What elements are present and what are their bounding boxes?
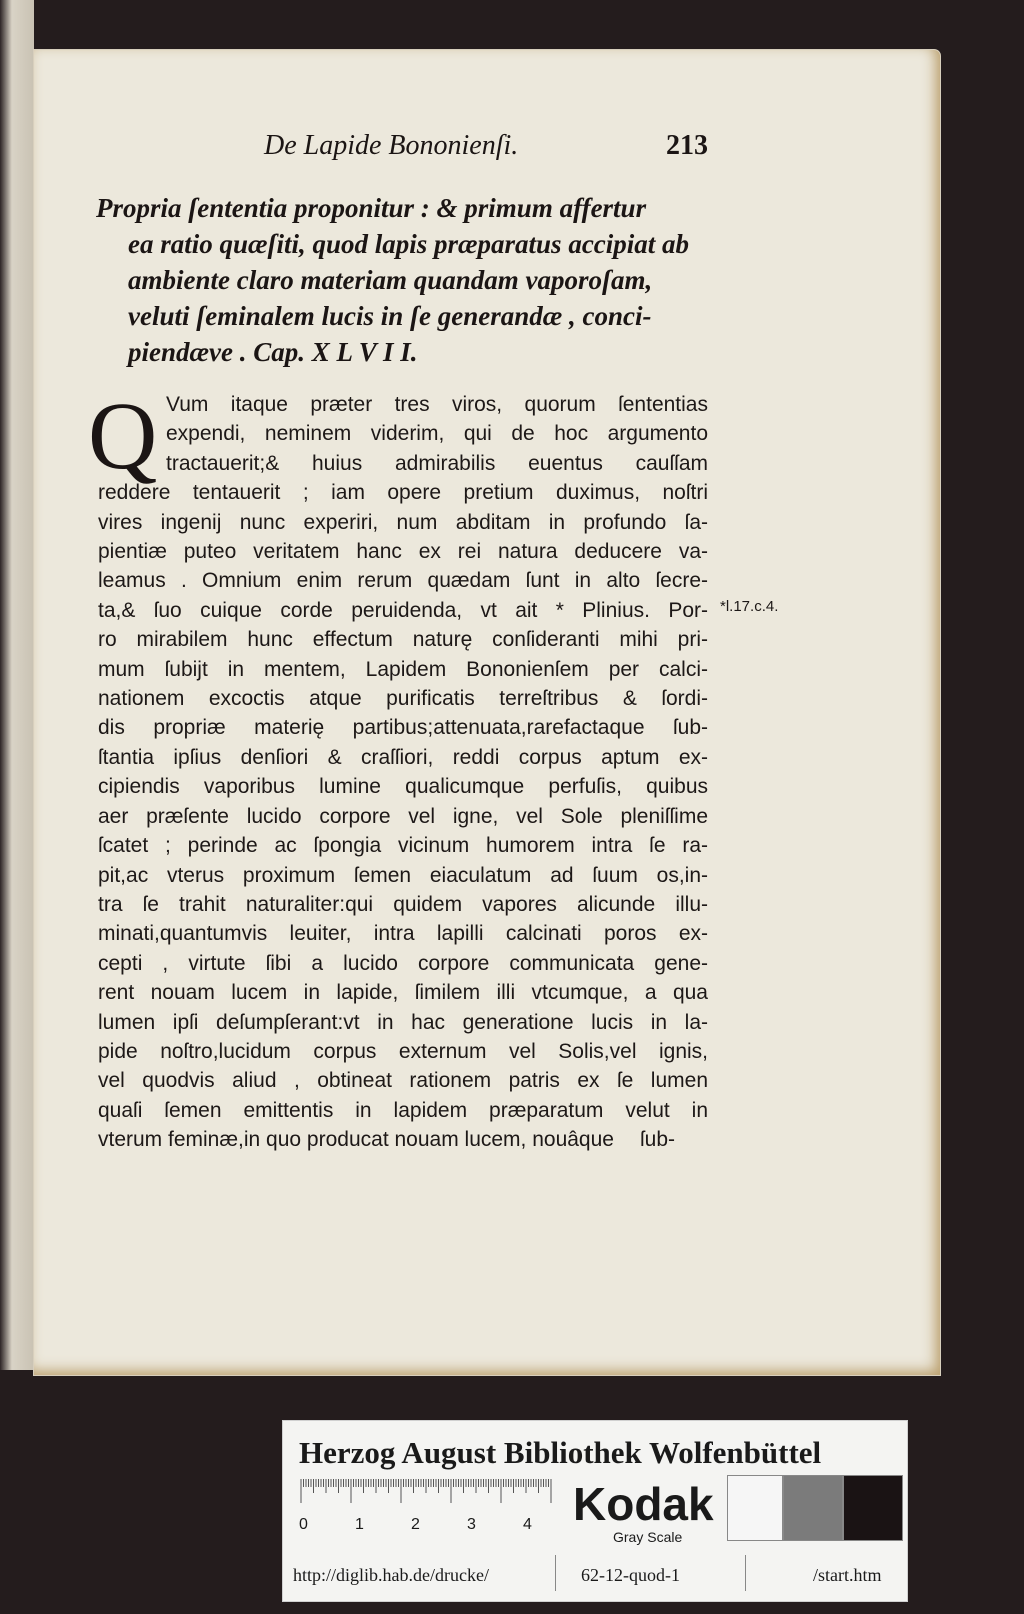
url-end: /start.htm [813, 1565, 882, 1585]
body-line: ſtantia ipſius denſiori & craſſiori, reddi corpus aptum ex- [98, 745, 708, 769]
body-line: pide noſtro,lucidum corpus externum vel Solis,vel ignis, [98, 1039, 708, 1063]
body-line: rent nouam lucem in lapide, ſimilem illi vtcumque, a qua [98, 981, 708, 1005]
heading-line: ea ratio quæſiti, quod lapis præparatus accipiat ab [128, 229, 690, 259]
body-line: vires ingenij nunc experiri, num abditam in profundo ſa- [98, 510, 708, 534]
body-line: nationem excoctis atque purificatis terreſtribus & ſordi- [98, 687, 708, 711]
ruler-number: 2 [411, 1516, 420, 1533]
ruler-number: 3 [467, 1516, 476, 1533]
body-line: pit,ac vterus proximum ſemen eiaculatum ad ſuum os,in- [98, 863, 708, 887]
heading-line: Propria ſententia proponitur : & primum affertur [96, 193, 647, 223]
body-line: aer præſente lucido corpore vel igne, vel Sole pleniſſime [98, 804, 708, 828]
body-line: dis propriæ materię partibus;attenuata,rarefactaque ſub- [98, 716, 708, 740]
book-page [34, 50, 940, 1375]
body-line: vterum feminæ,in quo producat nouam lucem, nouâque [98, 1128, 614, 1152]
url-base: http://diglib.hab.de/drucke/ [293, 1565, 489, 1585]
ruler [297, 1477, 557, 1537]
body-line: tractauerit;& huius admirabilis euentus cauſſam [166, 451, 708, 475]
chapter-heading [96, 190, 724, 370]
ruler-number: 4 [523, 1516, 532, 1533]
margin-note: *l.17.c.4. [720, 598, 779, 615]
page-number: 213 [666, 130, 708, 161]
url-divider [745, 1555, 746, 1591]
library-name: Herzog August Bibliothek Wolfenbüttel [299, 1435, 822, 1470]
body-line: minati,quantumvis leuiter, intra lapilli calcinati poros ex- [98, 922, 708, 946]
black-swatch [843, 1475, 903, 1541]
heading-line: ambiente claro materiam quandam vaporoſam, [128, 265, 653, 295]
heading-line: piendæve . Cap. X L V I I. [128, 337, 418, 367]
ruler-number: 1 [355, 1516, 364, 1533]
body-line: expendi, neminem viderim, qui de hoc argumento [166, 422, 708, 446]
body-text [98, 390, 708, 1155]
body-line: pientiæ puteo veritatem hanc ex rei natura deducere va- [98, 540, 708, 564]
url-id: 62-12-quod-1 [581, 1565, 680, 1585]
body-line: lumen ipſi deſumpſerant:vt in hac generatione lucis in la- [98, 1010, 708, 1034]
body-line: ſcatet ; perinde ac ſpongia vicinum humorem intra ſe ra- [98, 834, 708, 858]
white-swatch [727, 1475, 783, 1541]
previous-page-edge [0, 0, 34, 1370]
drop-cap: Q [88, 382, 158, 489]
ruler-number: 0 [299, 1516, 308, 1533]
running-head [234, 130, 734, 170]
kodak-logo: Kodak [573, 1478, 714, 1530]
url-divider [555, 1555, 556, 1591]
running-title: De Lapide Bononienſi. [264, 130, 519, 161]
catchword: ſub- [640, 1128, 676, 1151]
body-line: vel quodvis aliud , obtineat rationem patris ex ſe lumen [98, 1069, 708, 1093]
heading-line: veluti ſeminalem lucis in ſe generandæ , conci- [128, 301, 652, 331]
body-line: tra ſe trahit naturaliter:qui quidem vapores alicunde illu- [98, 892, 708, 916]
gray-swatch [783, 1475, 843, 1541]
body-line: cipiendis vaporibus lumine qualicumque perfuſis, quibus [98, 775, 708, 799]
body-line: mum ſubijt in mentem, Lapidem Bononienſem per calci- [98, 657, 708, 681]
body-line: quaſi ſemen emittentis in lapidem præparatum velut in [98, 1098, 708, 1122]
body-line: leamus . Omnium enim rerum quædam ſunt in alto ſecre- [98, 569, 708, 593]
body-line: Vum itaque præter tres viros, quorum ſententias [166, 393, 708, 416]
body-line: ta,& ſuo cuique corde peruidenda, vt ait * Plinius. Por- [98, 598, 708, 622]
body-line: cepti , virtute ſibi a lucido corpore communicata gene- [98, 951, 708, 975]
color-target-card [282, 1420, 908, 1602]
body-line: ro mirabilem hunc effectum naturę conſideranti mihi pri- [98, 628, 708, 652]
grayscale-label: Gray Scale [613, 1529, 683, 1545]
body-line: reddere tentauerit ; iam opere pretium duximus, noſtri [98, 481, 708, 505]
